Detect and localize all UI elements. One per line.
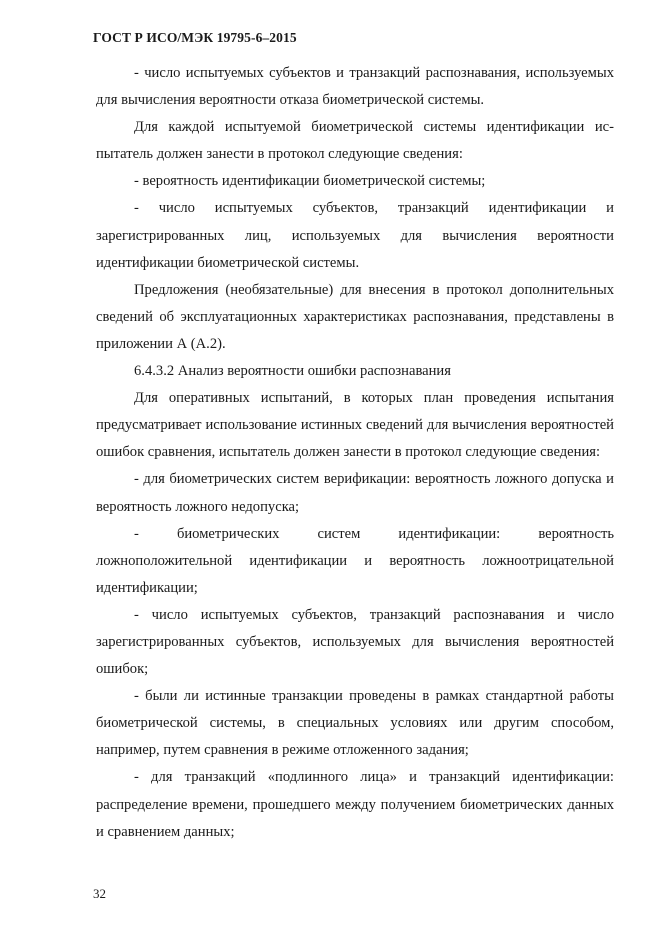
paragraph: Для каждой испытуемой биометрической системы идентификации испытатель должен занести в протокол следующие сведения: (96, 119, 614, 163)
paragraph: - вероятность идентификации биометрической системы; (134, 173, 486, 190)
page-number: 32 (93, 886, 106, 901)
paragraph: - для биометрических систем верификации: вероятность ложного допуска и вероятность ложного недопуска; (96, 471, 614, 515)
paragraph: - число испытуемых субъектов, транзакций идентификации и зарегистрированных лиц, используемых для вычисления вероятности идентификации биометрической системы. (96, 200, 614, 271)
standard-header: ГОСТ Р ИСО/МЭК 19795-6–2015 (93, 30, 297, 45)
paragraph: - биометрических систем идентификации: вероятность ложноположительной идентификации и вероятность ложноотрицательной идентификации; (96, 525, 614, 596)
section-heading: 6.4.3.2 Анализ вероятности ошибки распознавания (134, 363, 451, 380)
document-body (96, 60, 614, 846)
paragraph: Для оперативных испытаний, в которых план проведения испытания предусматривает использование истинных сведений для вычисления вероятностей ошибок сравнения, испытатель должен занести в протокол следующие сведения: (96, 390, 614, 461)
paragraph: - число испытуемых субъектов и транзакций распознавания, используемых для вычисления вероятности отказа биометрической системы. (96, 65, 614, 109)
paragraph: Предложения (необязательные) для внесения в протокол дополнительных сведений об эксплуатационных характеристиках распознавания, представлены в приложении А (А.2). (96, 281, 614, 352)
paragraph: - число испытуемых субъектов, транзакций распознавания и число зарегистрированных субъектов, используемых для вычисления вероятностей ошибок; (96, 606, 614, 678)
paragraph: - для транзакций «подлинного лица» и транзакций идентификации: распределение времени, прошедшего между получением биометрических данных и сравнением данных; (96, 769, 614, 840)
paragraph: - были ли истинные транзакции проведены в рамках стандартной работы биометрической системы, в специальных условиях или другим способом, например, путем сравнения в режиме отложенного задания; (96, 688, 614, 759)
